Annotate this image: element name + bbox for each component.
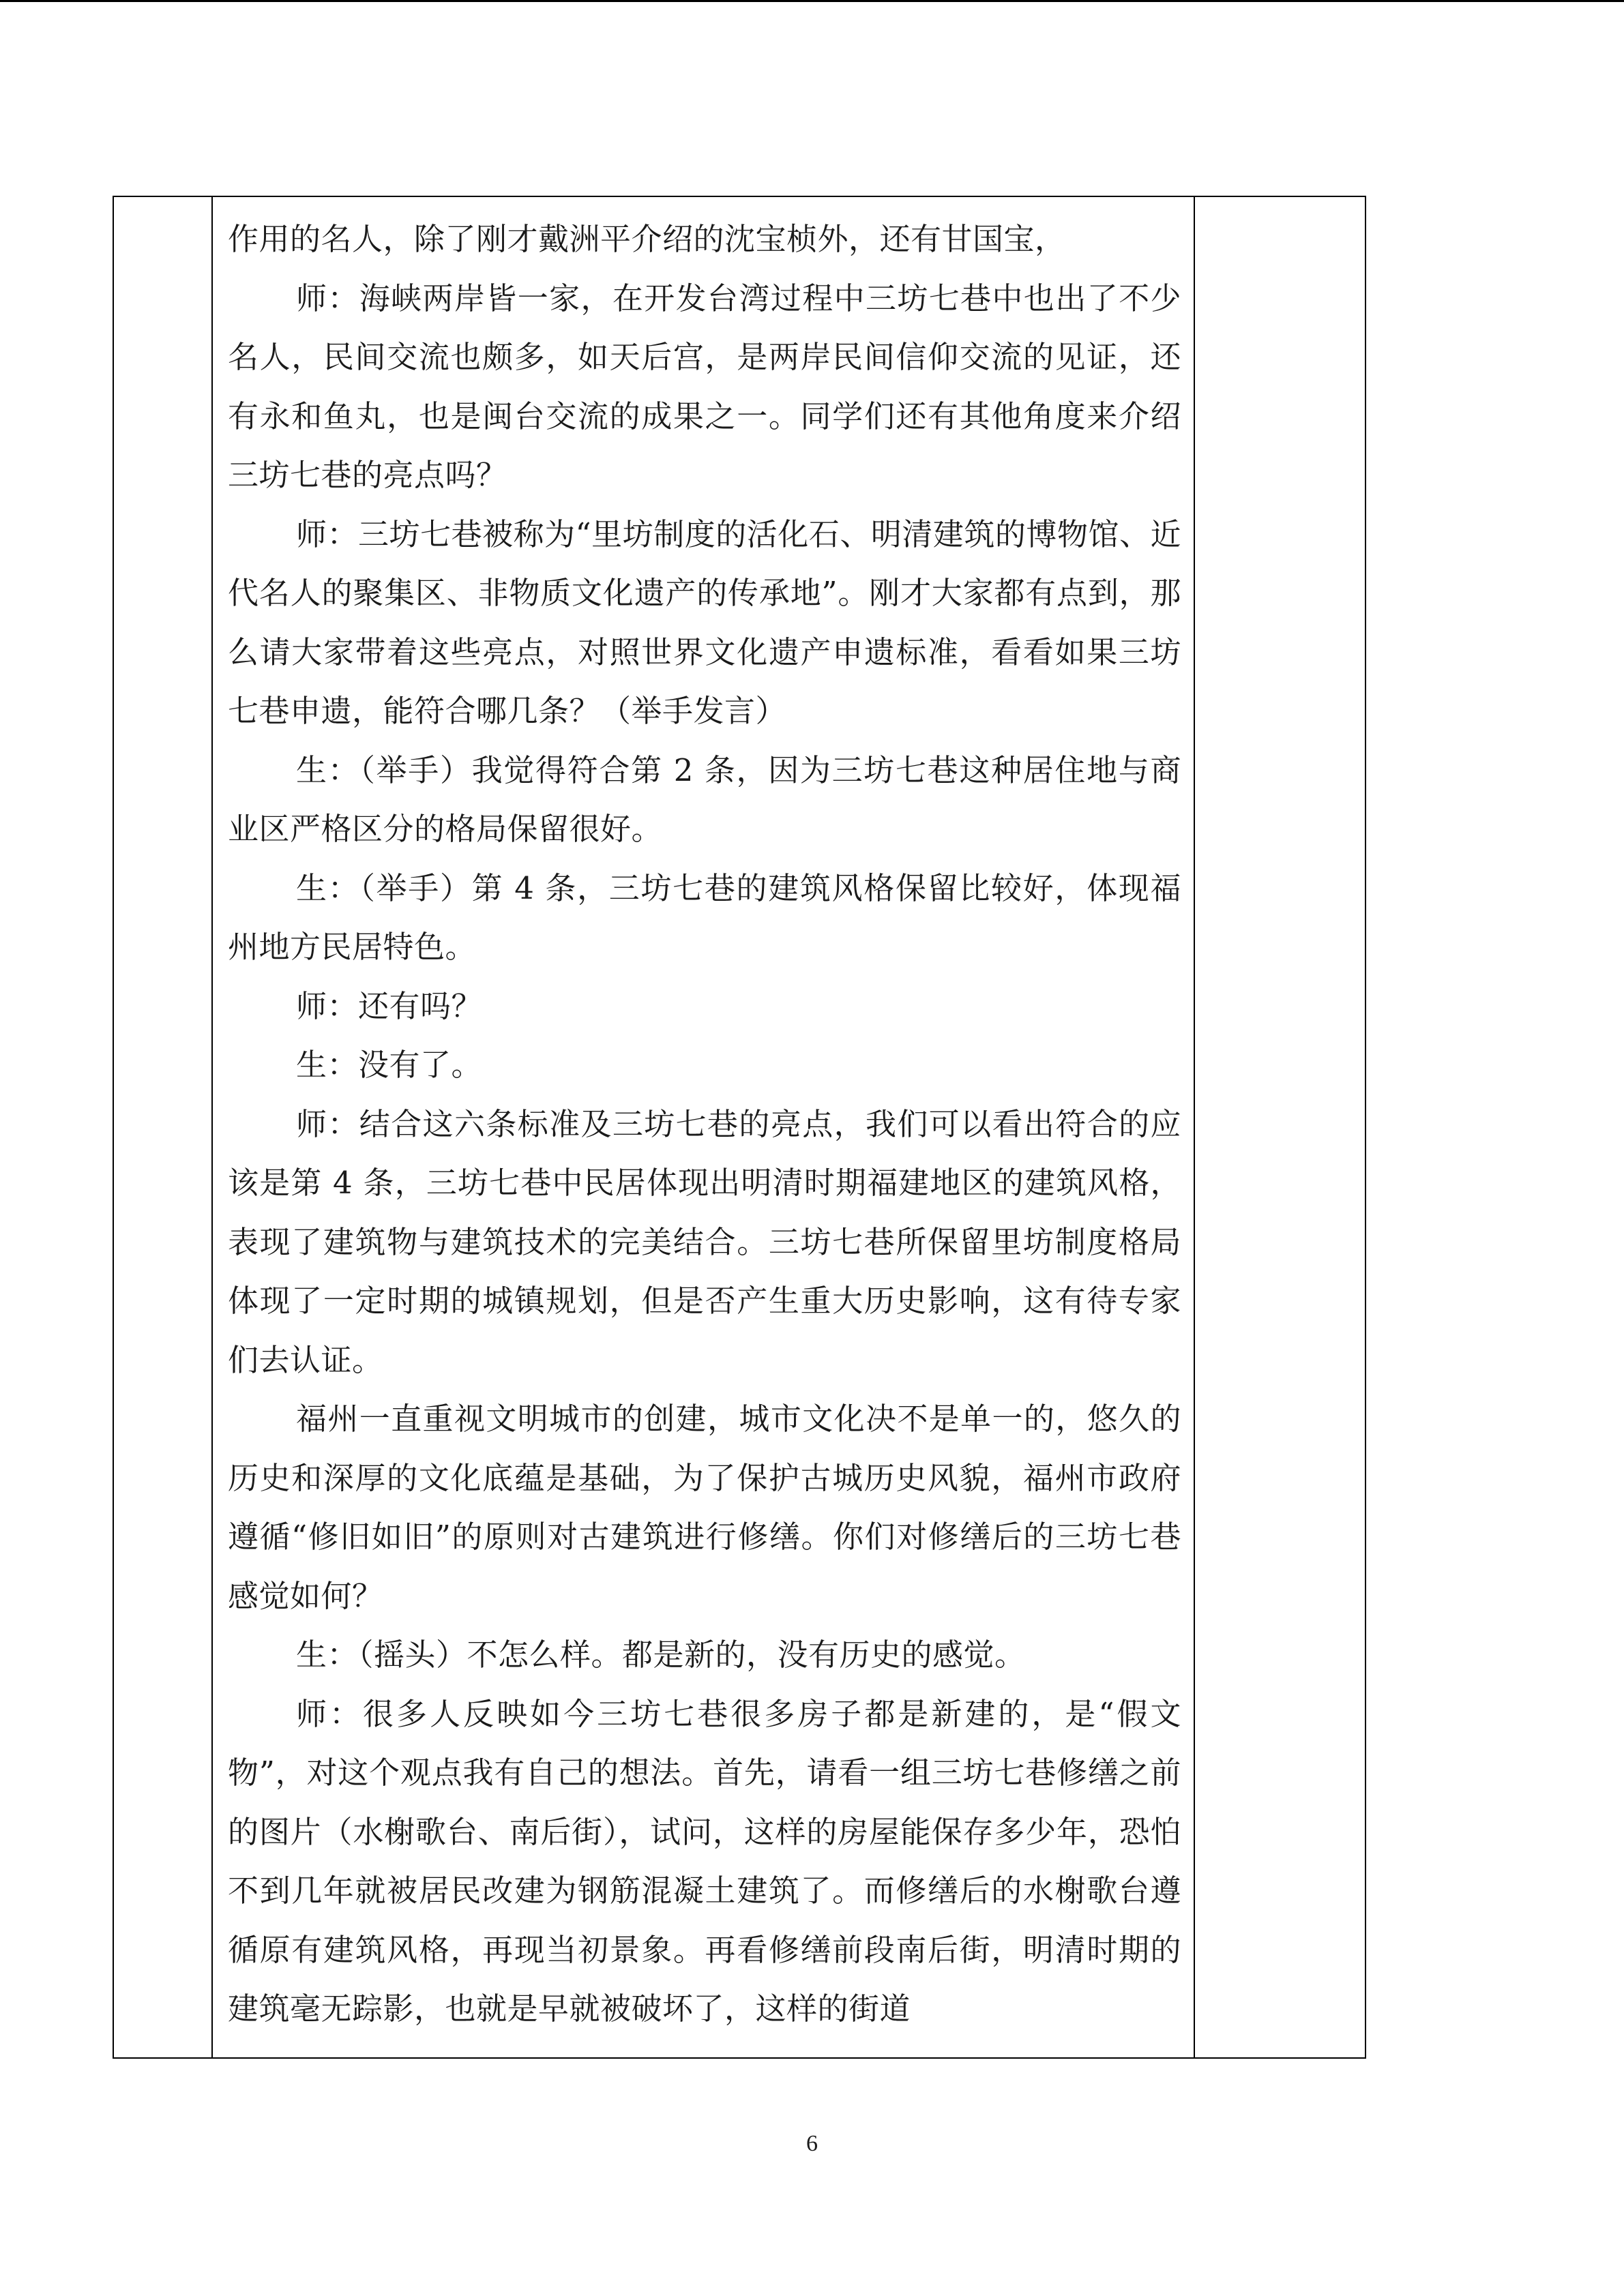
paragraph-8: 师：结合这六条标准及三坊七巷的亮点，我们可以看出符合的应该是第 4 条，三坊七巷中民居体现出明清时期福建地区的建筑风格，表现了建筑物与建筑技术的完美结合。三坊七巷所保留里坊制度格局体现了一定时期的城镇规划，但是否产生重大历史影响，这有待专家们去认证。 xyxy=(228,1105,1181,1378)
paragraph-6: 师：还有吗？ xyxy=(296,987,483,1024)
paragraph-3: 师：三坊七巷被称为“里坊制度的活化石、明清建筑的博物馆、近代名人的聚集区、非物质文化遗产的传承地”。刚才大家都有点到，那么请大家带着这些亮点，对照世界文化遗产申遗标准，看看如果三坊七巷申遗，能符合哪几条？（举手发言） xyxy=(228,516,1181,729)
paragraph-10: 生：（摇头）不怎么样。都是新的，没有历史的感觉。 xyxy=(296,1637,1026,1673)
page-number: 6 xyxy=(806,2131,818,2156)
paragraph-11: 师：很多人反映如今三坊七巷很多房子都是新建的，是“假文物”，对这个观点我有自己的想法。首先，请看一组三坊七巷修缮之前的图片（水榭歌台、南后街），试问，这样的房屋能保存多少年，恐怕不到几年就被居民改建为钢筋混凝土建筑了。而修缮后的水榭歌台遵循原有建筑风格，再现当初景象。再看修缮前段南后街，明清时期的建筑毫无踪影，也就是早就被破坏了，这样的街道 xyxy=(228,1695,1181,2027)
table-column-divider-left xyxy=(211,197,213,2057)
table-column-divider-right xyxy=(1194,197,1195,2057)
teaching-process-cell xyxy=(228,197,1181,2057)
paragraph-5: 生：（举手）第 4 条，三坊七巷的建筑风格保留比较好，体现福州地方民居特色。 xyxy=(228,869,1181,965)
lesson-table xyxy=(113,196,1366,2059)
top-border-line xyxy=(0,0,1624,2)
paragraph-1: 作用的名人，除了刚才戴洲平介绍的沈宝桢外，还有甘国宝， xyxy=(228,221,1066,257)
paragraph-2: 师：海峡两岸皆一家，在开发台湾过程中三坊七巷中也出了不少名人，民间交流也颇多，如天后宫，是两岸民间信仰交流的见证，还有永和鱼丸，也是闽台交流的成果之一。同学们还有其他角度来介绍三坊七巷的亮点吗？ xyxy=(228,280,1181,493)
paragraph-7: 生：没有了。 xyxy=(296,1047,483,1083)
paragraph-9: 福州一直重视文明城市的创建，城市文化决不是单一的，悠久的历史和深厚的文化底蕴是基础，为了保护古城历史风貌，福州市政府遵循“修旧如旧”的原则对古建筑进行修缮。你们对修缮后的三坊七巷感觉如何？ xyxy=(228,1401,1181,1614)
paragraph-4: 生：（举手）我觉得符合第 2 条，因为三坊七巷这种居住地与商业区严格区分的格局保留很好。 xyxy=(228,751,1181,847)
